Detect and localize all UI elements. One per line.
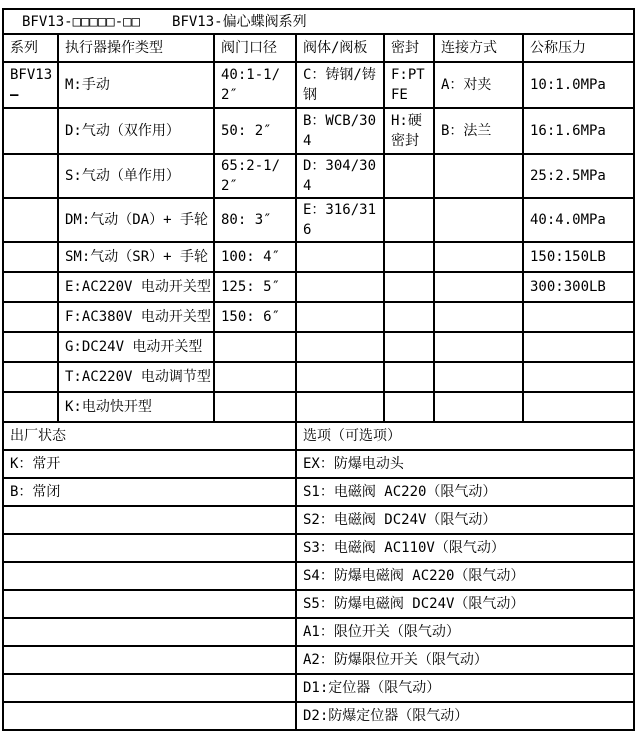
body-cell xyxy=(296,392,384,422)
option-cell: A2：防爆限位开关（限气动） xyxy=(296,646,634,674)
pressure-cell: 25:2.5MPa xyxy=(523,154,634,198)
title-row xyxy=(3,9,634,34)
connection-cell xyxy=(434,362,523,392)
option-cell: A1：限位开关（限气动） xyxy=(296,618,634,646)
seal-cell xyxy=(384,362,434,392)
col-header-seal: 密封 xyxy=(384,34,434,62)
spec-row xyxy=(3,332,634,362)
empty-cell xyxy=(3,272,58,302)
pressure-cell xyxy=(523,362,634,392)
factory-state-cell xyxy=(3,534,296,562)
factory-state-cell xyxy=(3,506,296,534)
option-row xyxy=(3,674,634,702)
series-code: BFV13 xyxy=(10,67,53,83)
option-cell: EX：防爆电动头 xyxy=(296,450,634,478)
col-header-actuator-type: 执行器操作类型 xyxy=(58,34,214,62)
size-cell: 125: 5″ xyxy=(214,272,296,302)
series-title: BFV13-偏心蝶阀系列 xyxy=(172,13,307,30)
option-row xyxy=(3,534,634,562)
pressure-cell: 16:1.6MPa xyxy=(523,108,634,154)
connection-cell: B：法兰 xyxy=(434,108,523,154)
actuator-cell: E:AC220V 电动开关型 xyxy=(58,272,214,302)
seal-cell xyxy=(384,154,434,198)
connection-cell xyxy=(434,302,523,332)
body-cell xyxy=(296,332,384,362)
option-cell: S4：防爆电磁阀 AC220（限气动） xyxy=(296,562,634,590)
option-row xyxy=(3,646,634,674)
option-row xyxy=(3,562,634,590)
series-dash: – xyxy=(10,87,19,103)
seal-cell: F:PTFE xyxy=(384,62,434,108)
option-cell: S3：电磁阀 AC110V（限气动） xyxy=(296,534,634,562)
spec-row xyxy=(3,392,634,422)
empty-cell xyxy=(3,154,58,198)
factory-state-cell xyxy=(3,562,296,590)
pressure-cell xyxy=(523,302,634,332)
factory-state-cell xyxy=(3,702,296,730)
section-header-row xyxy=(3,422,634,450)
connection-cell xyxy=(434,332,523,362)
valve-spec-table xyxy=(2,8,635,731)
seal-cell xyxy=(384,302,434,332)
spec-row xyxy=(3,62,634,108)
option-row xyxy=(3,506,634,534)
size-cell xyxy=(214,362,296,392)
seal-cell xyxy=(384,242,434,272)
actuator-cell: K:电动快开型 xyxy=(58,392,214,422)
option-cell: S5：防爆电磁阀 DC24V（限气动） xyxy=(296,590,634,618)
size-cell: 40:1-1/2″ xyxy=(214,62,296,108)
pressure-cell: 150:150LB xyxy=(523,242,634,272)
actuator-cell: DM:气动（DA）+ 手轮 xyxy=(58,198,214,242)
body-cell xyxy=(296,362,384,392)
body-cell: B：WCB/304 xyxy=(296,108,384,154)
connection-cell xyxy=(434,198,523,242)
empty-cell xyxy=(3,332,58,362)
option-row xyxy=(3,590,634,618)
body-cell: E：316/316 xyxy=(296,198,384,242)
body-cell xyxy=(296,242,384,272)
actuator-cell: SM:气动（SR）+ 手轮 xyxy=(58,242,214,272)
size-cell: 100: 4″ xyxy=(214,242,296,272)
empty-cell xyxy=(3,392,58,422)
actuator-cell: M:手动 xyxy=(58,62,214,108)
pressure-cell xyxy=(523,392,634,422)
actuator-cell: T:AC220V 电动调节型 xyxy=(58,362,214,392)
actuator-cell: D:气动（双作用） xyxy=(58,108,214,154)
spec-row xyxy=(3,108,634,154)
option-row xyxy=(3,618,634,646)
connection-cell xyxy=(434,272,523,302)
actuator-cell: G:DC24V 电动开关型 xyxy=(58,332,214,362)
seal-cell xyxy=(384,198,434,242)
model-code: BFV13-□□□□□-□□ xyxy=(22,13,141,30)
spec-row xyxy=(3,302,634,332)
size-cell: 150: 6″ xyxy=(214,302,296,332)
size-cell xyxy=(214,332,296,362)
title-cell xyxy=(3,9,634,34)
factory-state-cell xyxy=(3,618,296,646)
pressure-cell: 40:4.0MPa xyxy=(523,198,634,242)
spec-row xyxy=(3,198,634,242)
empty-cell xyxy=(3,362,58,392)
option-row xyxy=(3,702,634,730)
option-cell: D2:防爆定位器（限气动） xyxy=(296,702,634,730)
options-header-cell: 选项（可选项） xyxy=(296,422,634,450)
factory-state-cell: K：常开 xyxy=(3,450,296,478)
empty-cell xyxy=(3,242,58,272)
factory-state-cell: B：常闭 xyxy=(3,478,296,506)
pressure-cell xyxy=(523,332,634,362)
connection-cell: A：对夹 xyxy=(434,62,523,108)
seal-cell xyxy=(384,272,434,302)
connection-cell xyxy=(434,242,523,272)
connection-cell xyxy=(434,392,523,422)
option-row xyxy=(3,450,634,478)
empty-cell xyxy=(3,302,58,332)
connection-cell xyxy=(434,154,523,198)
option-cell: D1:定位器（限气动） xyxy=(296,674,634,702)
option-row xyxy=(3,478,634,506)
size-cell: 80: 3″ xyxy=(214,198,296,242)
column-header-row xyxy=(3,34,634,62)
factory-state-cell xyxy=(3,590,296,618)
col-header-body-disc: 阀体/阀板 xyxy=(296,34,384,62)
seal-cell: H:硬密封 xyxy=(384,108,434,154)
col-header-series: 系列 xyxy=(3,34,58,62)
seal-cell xyxy=(384,332,434,362)
spec-row xyxy=(3,272,634,302)
body-cell xyxy=(296,302,384,332)
empty-cell xyxy=(3,108,58,154)
factory-state-cell xyxy=(3,646,296,674)
size-cell: 65:2-1/2″ xyxy=(214,154,296,198)
actuator-cell: F:AC380V 电动开关型 xyxy=(58,302,214,332)
body-cell: C：铸钢/铸钢 xyxy=(296,62,384,108)
actuator-cell: S:气动（单作用） xyxy=(58,154,214,198)
factory-state-header-cell: 出厂状态 xyxy=(3,422,296,450)
pressure-cell: 10:1.0MPa xyxy=(523,62,634,108)
size-cell xyxy=(214,392,296,422)
empty-cell xyxy=(3,198,58,242)
col-header-valve-size: 阀门口径 xyxy=(214,34,296,62)
col-header-pressure: 公称压力 xyxy=(523,34,634,62)
pressure-cell: 300:300LB xyxy=(523,272,634,302)
spec-row xyxy=(3,362,634,392)
series-code-cell xyxy=(3,62,58,108)
seal-cell xyxy=(384,392,434,422)
spec-row xyxy=(3,242,634,272)
size-cell: 50: 2″ xyxy=(214,108,296,154)
spec-row xyxy=(3,154,634,198)
option-cell: S2：电磁阀 DC24V（限气动） xyxy=(296,506,634,534)
body-cell: D：304/304 xyxy=(296,154,384,198)
col-header-connection: 连接方式 xyxy=(434,34,523,62)
factory-state-cell xyxy=(3,674,296,702)
body-cell xyxy=(296,272,384,302)
option-cell: S1：电磁阀 AC220（限气动） xyxy=(296,478,634,506)
